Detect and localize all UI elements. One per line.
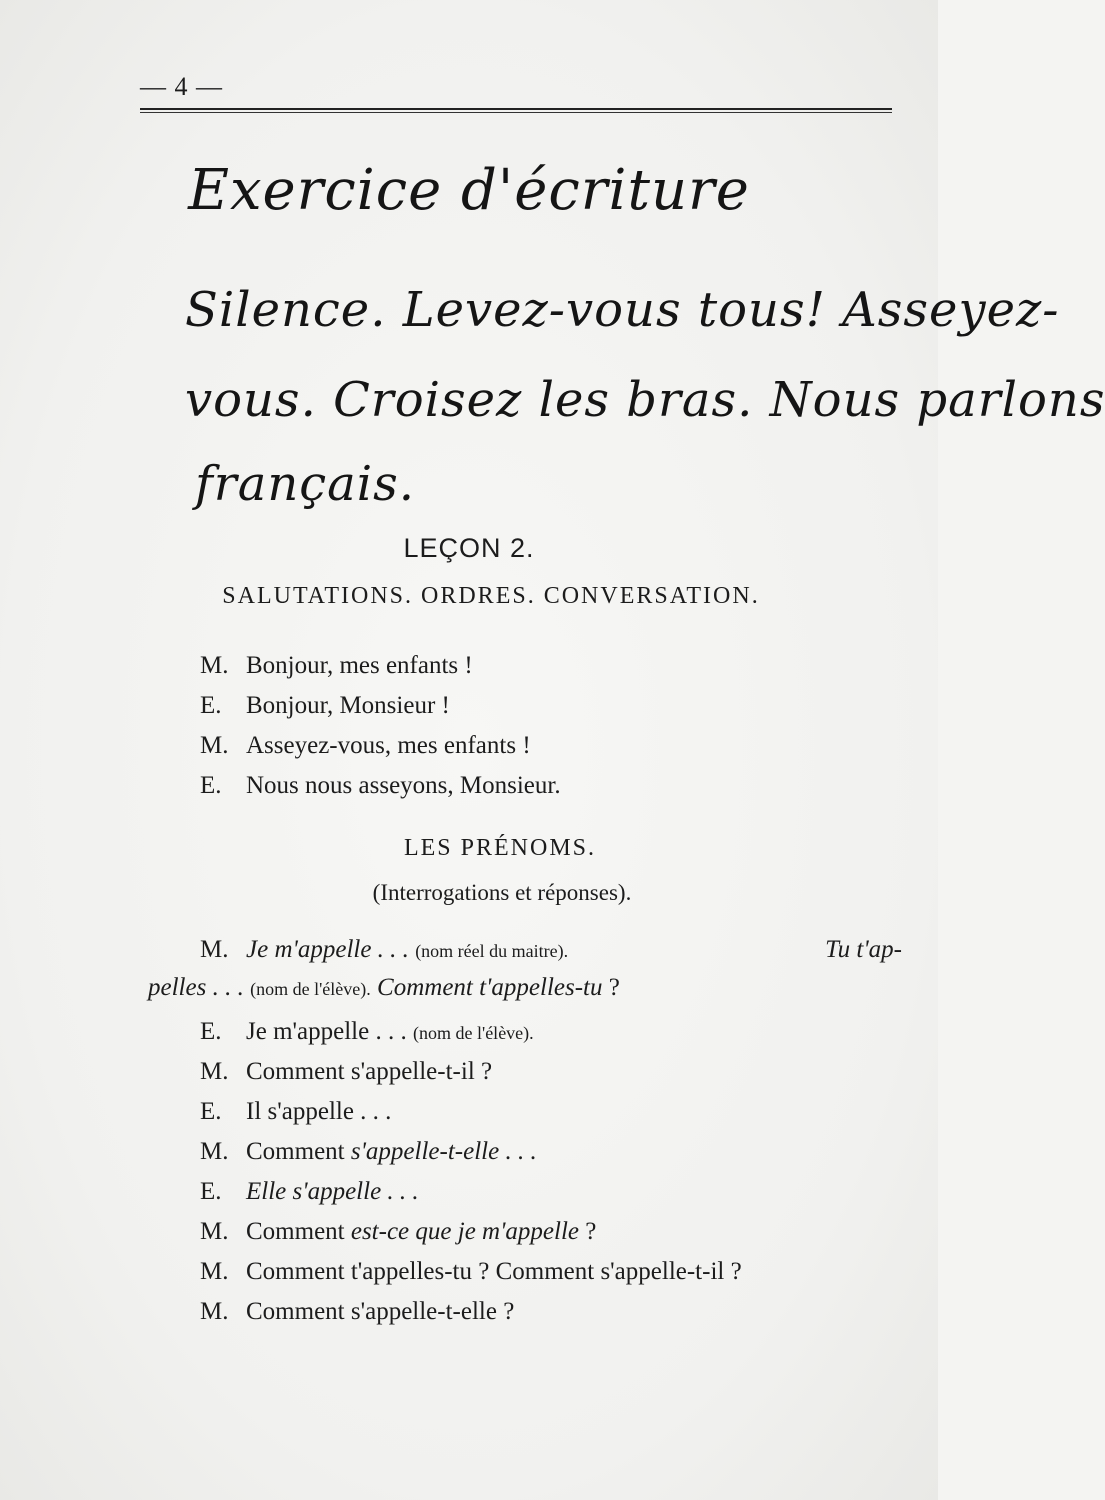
- lesson-heading: LEÇON 2.: [403, 533, 535, 563]
- speaker: M.: [200, 652, 229, 679]
- line-end: ?: [585, 1218, 597, 1245]
- header-rule-thin: [140, 112, 892, 113]
- line-text: Bonjour, mes enfants !: [246, 652, 473, 679]
- handwriting-line-3: français.: [195, 456, 415, 512]
- line-text: Nous nous asseyons, Monsieur.: [246, 772, 561, 799]
- cont-end: ?: [608, 974, 620, 1001]
- speaker: M.: [200, 1138, 229, 1165]
- line-text: Il s'appelle . . .: [246, 1098, 392, 1125]
- dialogue-line: [200, 1018, 534, 1046]
- speaker: M.: [200, 1298, 229, 1325]
- speaker: M.: [200, 936, 229, 963]
- speaker: M.: [200, 732, 229, 759]
- handwriting-line-2: vous. Croisez les bras. Nous parlons: [185, 372, 1105, 428]
- speaker: M.: [200, 1218, 229, 1245]
- line-italic: Elle s'appelle . . .: [246, 1178, 419, 1205]
- line-text: Comment s'appelle-t-elle ?: [246, 1298, 515, 1325]
- section-heading-prenoms: LES PRÉNOMS.: [403, 835, 597, 861]
- page-header: [140, 72, 892, 112]
- dialogue-line: [200, 1058, 492, 1086]
- intro-italic-1: Je m'appelle . . .: [246, 936, 409, 963]
- handwriting-title: Exercice d'écriture: [188, 158, 750, 223]
- header-rule: [140, 108, 892, 110]
- prenoms-intro-continuation: [148, 974, 620, 1002]
- intro-note-1: (nom réel du maitre).: [415, 941, 569, 961]
- section-heading-salutations: SALUTATIONS. ORDRES. CONVERSATION.: [222, 583, 760, 609]
- dialogue-line: [200, 1298, 514, 1326]
- prenoms-intro-line: [200, 936, 902, 964]
- prenoms-subheading: (Interrogations et réponses).: [372, 880, 632, 905]
- line-text: Comment: [246, 1218, 345, 1245]
- speaker: E.: [200, 1098, 222, 1125]
- dialogue-line: [200, 1178, 419, 1206]
- line-text: Asseyez-vous, mes enfants !: [246, 732, 531, 759]
- dialogue-line: [200, 692, 450, 720]
- speaker: E.: [200, 1018, 222, 1045]
- line-text: Comment t'appelles-tu ? Comment s'appelle-t-il ?: [246, 1258, 742, 1285]
- line-italic: est-ce que je m'appelle: [350, 1218, 580, 1245]
- speaker: E.: [200, 772, 222, 799]
- dialogue-line: [200, 652, 473, 680]
- dialogue-line: [200, 1138, 537, 1166]
- cont-note: (nom de l'élève).: [250, 979, 371, 999]
- dialogue-line: [200, 1218, 596, 1246]
- dialogue-line: [200, 1258, 742, 1286]
- cont-italic-1: pelles . . .: [148, 974, 244, 1001]
- handwriting-line-1: Silence. Levez-vous tous! Asseyez-: [185, 282, 1060, 338]
- dialogue-line: [200, 1098, 391, 1126]
- speaker: M.: [200, 1258, 229, 1285]
- cont-italic-2: Comment t'appelles-tu: [377, 974, 603, 1001]
- dialogue-line: [200, 772, 561, 800]
- line-italic: s'appelle-t-elle . . .: [350, 1138, 537, 1165]
- speaker: E.: [200, 692, 222, 719]
- page-number: — 4 —: [140, 72, 223, 101]
- line-note: (nom de l'élève).: [412, 1023, 534, 1043]
- line-text: Je m'appelle . . .: [246, 1018, 407, 1045]
- intro-italic-2: Tu t'ap-: [825, 936, 902, 963]
- line-text: Bonjour, Monsieur !: [246, 692, 450, 719]
- line-text: Comment: [246, 1138, 345, 1165]
- dialogue-line: [200, 732, 531, 760]
- speaker: M.: [200, 1058, 229, 1085]
- line-text: Comment s'appelle-t-il ?: [246, 1058, 493, 1085]
- speaker: E.: [200, 1178, 222, 1205]
